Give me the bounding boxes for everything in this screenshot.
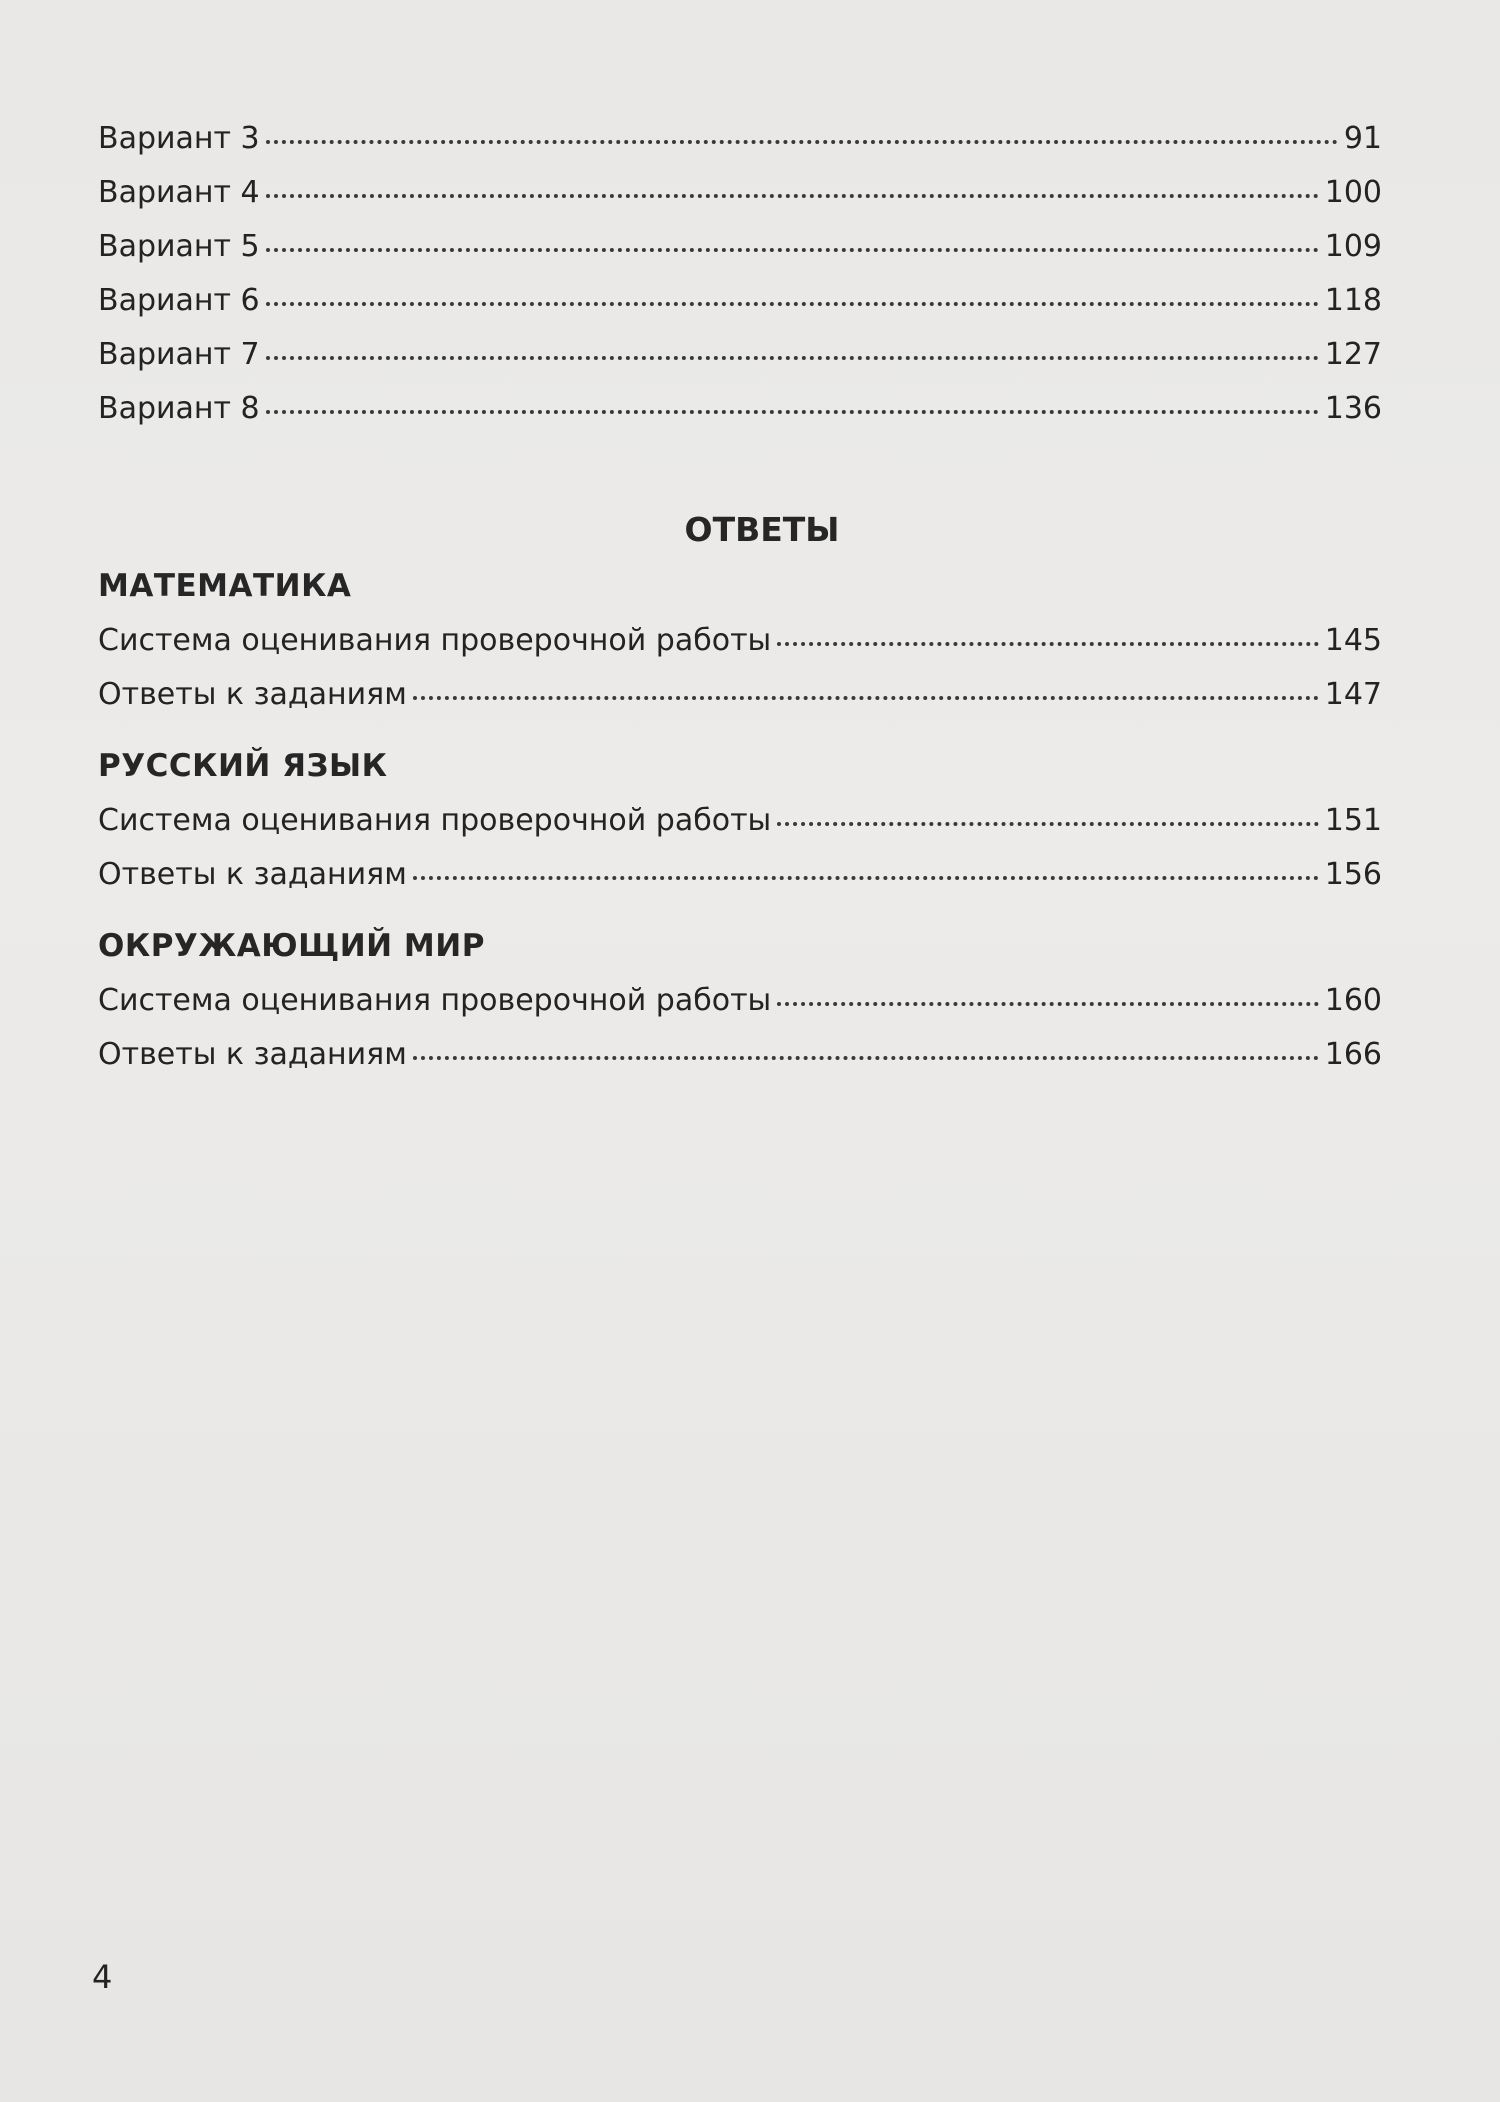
toc-entry-label: Ответы к заданиям [98,677,407,712]
dot-leader [413,1056,1319,1060]
dot-leader [266,248,1319,252]
toc-entry-label: Ответы к заданиям [98,1037,407,1072]
dot-leader [413,876,1319,880]
toc-entry-variant-3[interactable] [98,112,1382,166]
toc-entry-page: 160 [1324,983,1382,1018]
toc-entry-label: Система оценивания проверочной работы [98,983,772,1018]
toc-entry-variant-8[interactable] [98,382,1382,436]
dot-leader [266,194,1319,198]
toc-entry-russian-answers[interactable] [98,848,1382,902]
toc-entry-world-grading[interactable] [98,974,1382,1028]
toc-entry-label: Вариант 7 [98,337,260,372]
toc-entry-page: 145 [1324,623,1382,658]
toc-entry-page: 109 [1324,229,1382,264]
toc-entry-variant-5[interactable] [98,220,1382,274]
toc-entry-page: 166 [1324,1037,1382,1072]
toc-entry-label: Вариант 6 [98,283,260,318]
section-heading-world: ОКРУЖАЮЩИЙ МИР [98,928,485,964]
page-number: 4 [92,1958,113,1996]
dot-leader [266,140,1338,144]
toc-entry-label: Вариант 8 [98,391,260,426]
toc-entry-variant-4[interactable] [98,166,1382,220]
dot-leader [777,822,1318,826]
toc-entry-page: 156 [1324,857,1382,892]
toc-entry-page: 136 [1324,391,1382,426]
toc-entry-russian-grading[interactable] [98,794,1382,848]
dot-leader [777,1002,1318,1006]
toc-entry-page: 127 [1324,337,1382,372]
section-heading-math: МАТЕМАТИКА [98,568,352,604]
dot-leader [777,642,1318,646]
toc-entry-label: Ответы к заданиям [98,857,407,892]
toc-entry-variant-7[interactable] [98,328,1382,382]
toc-entry-label: Система оценивания проверочной работы [98,803,772,838]
dot-leader [266,302,1319,306]
dot-leader [413,696,1319,700]
toc-entry-label: Вариант 5 [98,229,260,264]
dot-leader [266,410,1319,414]
answers-heading: ОТВЕТЫ [684,510,840,549]
dot-leader [266,356,1319,360]
table-of-contents [98,112,1382,1082]
toc-entry-math-grading[interactable] [98,614,1382,668]
toc-entry-page: 118 [1324,283,1382,318]
toc-entry-variant-6[interactable] [98,274,1382,328]
toc-entry-page: 91 [1343,121,1382,156]
toc-entry-page: 147 [1324,677,1382,712]
toc-entry-math-answers[interactable] [98,668,1382,722]
toc-entry-label: Вариант 4 [98,175,260,210]
toc-entry-label: Вариант 3 [98,121,260,156]
toc-entry-page: 100 [1324,175,1382,210]
section-heading-russian: РУССКИЙ ЯЗЫК [98,748,388,784]
toc-entry-world-answers[interactable] [98,1028,1382,1082]
toc-entry-label: Система оценивания проверочной работы [98,623,772,658]
toc-entry-page: 151 [1324,803,1382,838]
